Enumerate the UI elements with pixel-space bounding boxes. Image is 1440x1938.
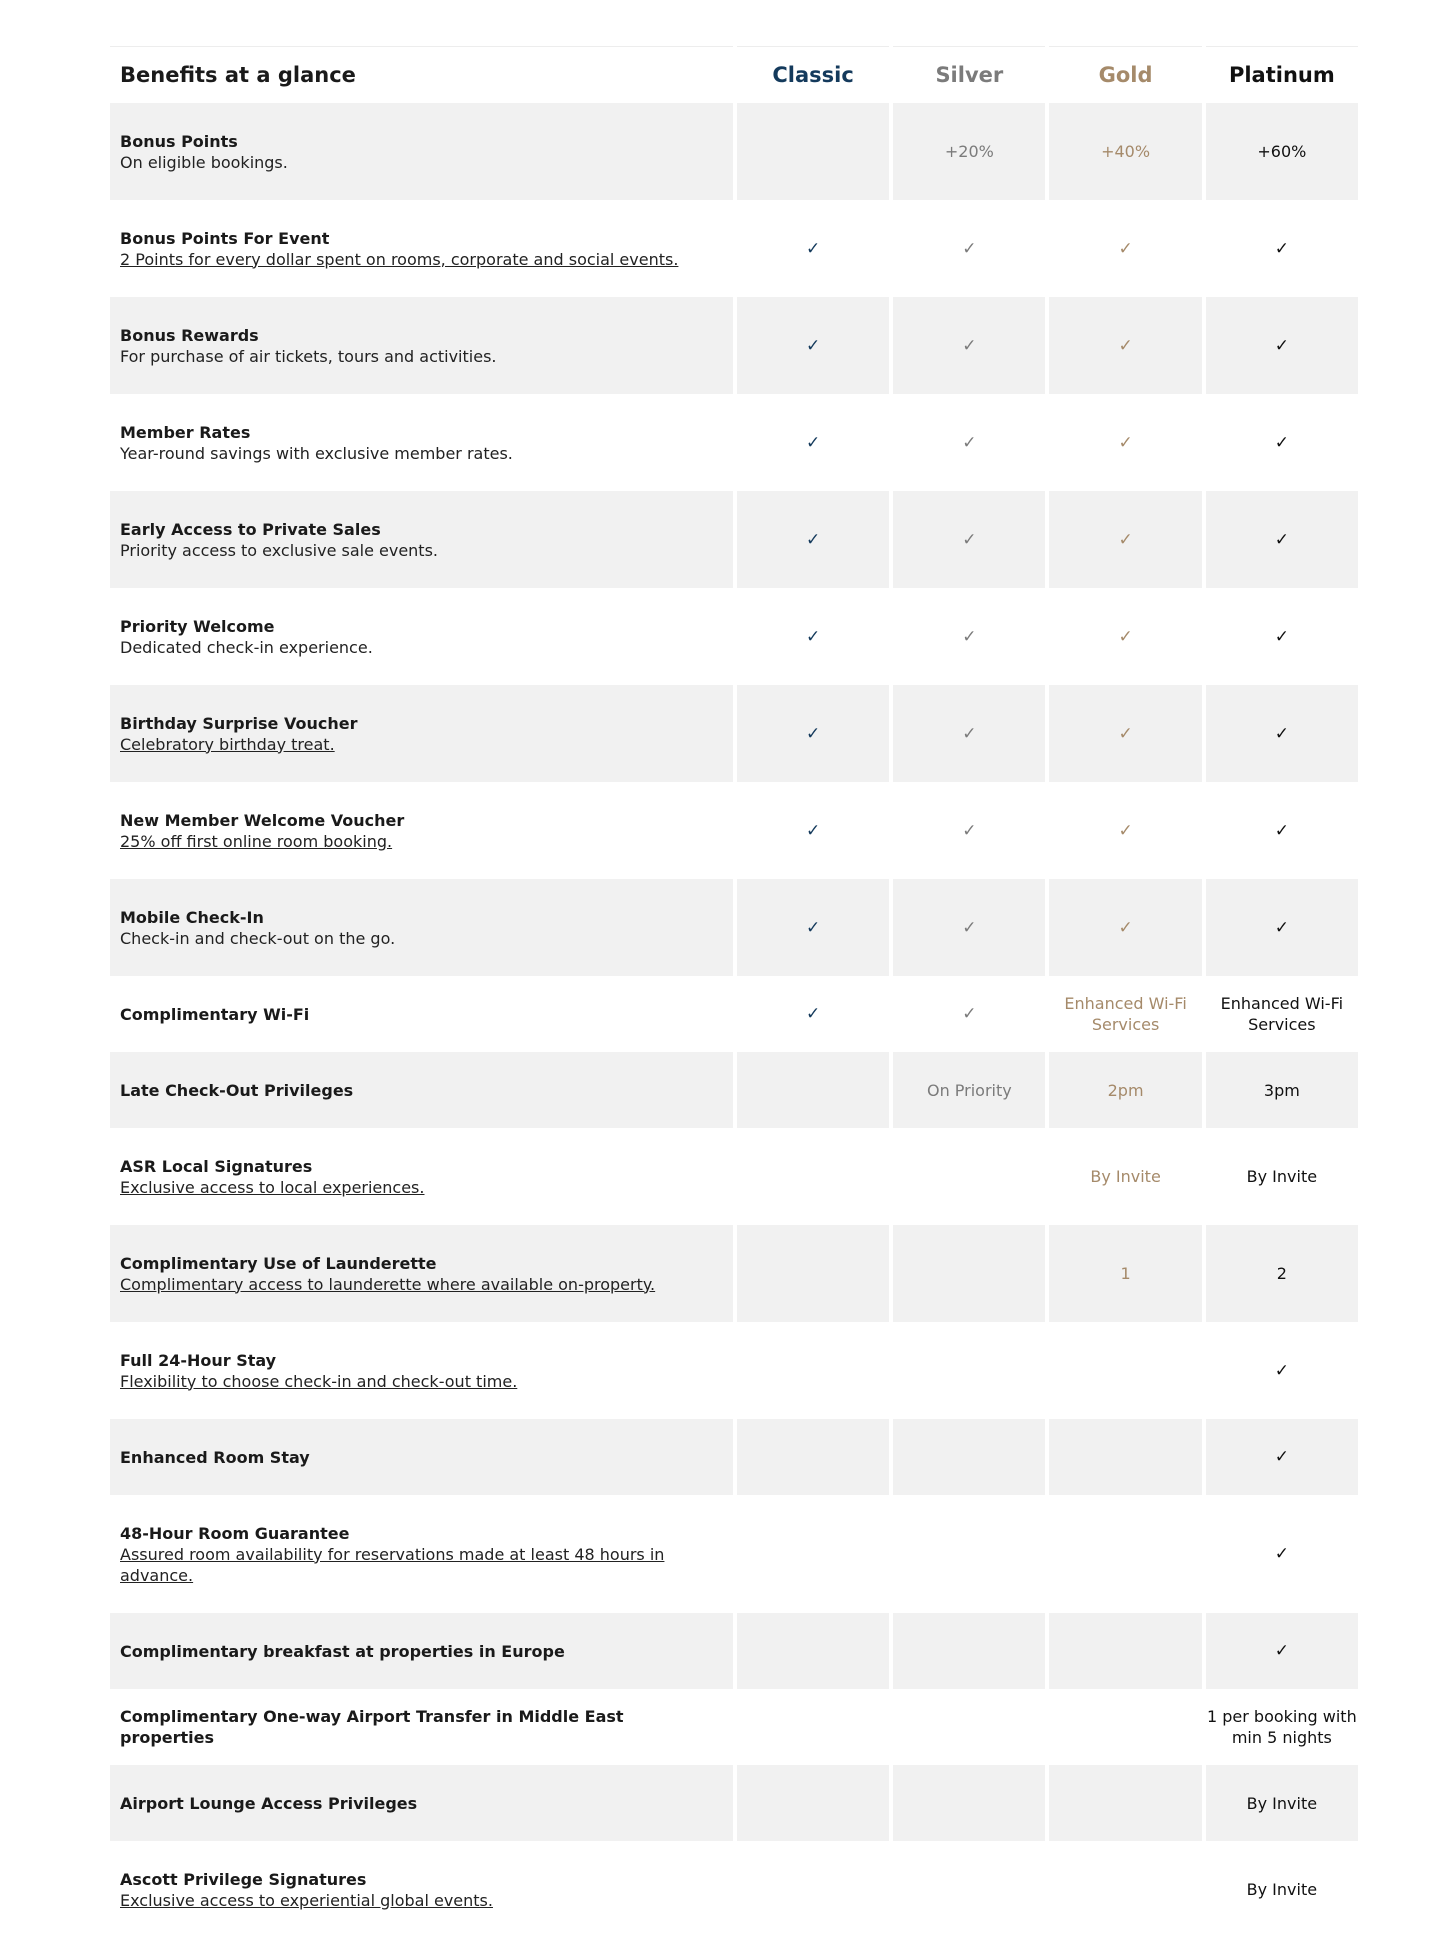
check-icon: ✓ — [1118, 238, 1133, 259]
benefit-description-link[interactable]: Exclusive access to local experiences. — [120, 1177, 425, 1197]
tier-cell-gold — [1049, 1495, 1201, 1613]
benefit-description: On eligible bookings. — [120, 152, 288, 172]
tier-cell-classic — [737, 491, 889, 588]
check-icon: ✓ — [1274, 432, 1289, 453]
tier-cell-platinum — [1206, 1225, 1358, 1322]
tier-cell-platinum — [1206, 588, 1358, 685]
check-icon: ✓ — [962, 335, 977, 356]
tier-cell-classic — [737, 297, 889, 394]
tier-cell-platinum — [1206, 491, 1358, 588]
table-row — [110, 1841, 1358, 1938]
check-icon: ✓ — [1274, 335, 1289, 356]
benefit-title: Full 24-Hour Stay — [120, 1350, 277, 1370]
table-header — [110, 46, 1358, 103]
benefit-description-link[interactable]: Flexibility to choose check-in and check-out time. — [120, 1371, 518, 1391]
check-icon: ✓ — [1274, 1360, 1289, 1381]
tier-cell-gold — [1049, 1225, 1201, 1322]
tier-cell-silver — [893, 1613, 1045, 1689]
table-row — [110, 1128, 1358, 1225]
tier-cell-silver — [893, 588, 1045, 685]
benefit-title: Bonus Points For Event — [120, 228, 330, 248]
benefit-cell — [110, 1225, 733, 1322]
tier-cell-silver — [893, 1495, 1045, 1613]
benefit-title: Bonus Rewards — [120, 325, 259, 345]
benefit-cell — [110, 394, 733, 491]
benefit-title: Member Rates — [120, 422, 251, 442]
check-icon: ✓ — [962, 723, 977, 744]
tier-cell-silver — [893, 782, 1045, 879]
check-icon: ✓ — [1118, 626, 1133, 647]
benefit-title: Ascott Privilege Signatures — [120, 1869, 367, 1889]
tier-value: 2 — [1276, 1264, 1287, 1283]
tier-cell-classic — [737, 1841, 889, 1938]
tier-cell-gold — [1049, 685, 1201, 782]
tier-cell-silver — [893, 297, 1045, 394]
benefit-cell — [110, 1419, 733, 1495]
tier-cell-classic — [737, 1765, 889, 1841]
check-icon: ✓ — [805, 626, 821, 647]
benefit-title: 48-Hour Room Guarantee — [120, 1523, 350, 1543]
tier-value: Enhanced Wi-Fi Services — [1220, 994, 1344, 1034]
benefit-cell — [110, 588, 733, 685]
tier-value: By Invite — [1246, 1793, 1318, 1813]
benefit-description: For purchase of air tickets, tours and activities. — [120, 346, 497, 366]
tier-cell-platinum — [1206, 394, 1358, 491]
benefit-description: Priority access to exclusive sale events. — [120, 540, 438, 560]
benefit-title: Complimentary One-way Airport Transfer in Middle East properties — [120, 1707, 624, 1747]
tier-value: +20% — [944, 142, 994, 161]
check-icon: ✓ — [962, 432, 977, 453]
benefit-description: Year-round savings with exclusive member rates. — [120, 443, 513, 463]
check-icon: ✓ — [1274, 1641, 1289, 1661]
table-row — [110, 103, 1358, 200]
table-row — [110, 200, 1358, 297]
benefits-heading: Benefits at a glance — [110, 46, 733, 103]
check-icon: ✓ — [962, 1004, 977, 1024]
check-icon: ✓ — [1118, 335, 1133, 356]
tier-cell-platinum — [1206, 1689, 1358, 1765]
check-icon: ✓ — [1118, 723, 1133, 744]
table-row — [110, 685, 1358, 782]
tier-cell-gold — [1049, 1128, 1201, 1225]
table-row — [110, 1689, 1358, 1765]
tier-header-gold: Gold — [1049, 46, 1201, 103]
tier-cell-gold — [1049, 103, 1201, 200]
benefit-title: New Member Welcome Voucher — [120, 810, 405, 830]
tier-cell-silver — [893, 879, 1045, 976]
benefit-cell — [110, 1495, 733, 1613]
tier-cell-platinum — [1206, 976, 1358, 1052]
table-row — [110, 976, 1358, 1052]
benefit-cell — [110, 976, 733, 1052]
tier-cell-gold — [1049, 394, 1201, 491]
tier-cell-gold — [1049, 200, 1201, 297]
tier-cell-silver — [893, 1322, 1045, 1419]
tier-cell-silver — [893, 200, 1045, 297]
tier-cell-gold — [1049, 1765, 1201, 1841]
tier-cell-classic — [737, 879, 889, 976]
table-row — [110, 782, 1358, 879]
benefit-description-link[interactable]: Complimentary access to launderette where available on-property. — [120, 1274, 656, 1294]
check-icon: ✓ — [1274, 238, 1289, 259]
table-row — [110, 394, 1358, 491]
tier-cell-classic — [737, 1128, 889, 1225]
table-row — [110, 1419, 1358, 1495]
tier-cell-platinum — [1206, 1322, 1358, 1419]
tier-cell-silver — [893, 103, 1045, 200]
check-icon: ✓ — [1274, 917, 1289, 938]
tier-value: 2pm — [1107, 1080, 1144, 1100]
table-row — [110, 879, 1358, 976]
tier-cell-classic — [737, 1322, 889, 1419]
table-row — [110, 1052, 1358, 1128]
check-icon: ✓ — [1274, 1447, 1289, 1467]
tier-cell-gold — [1049, 1613, 1201, 1689]
tier-cell-gold — [1049, 1841, 1201, 1938]
check-icon: ✓ — [962, 238, 977, 259]
benefit-title: Late Check-Out Privileges — [120, 1080, 354, 1100]
tier-cell-classic — [737, 685, 889, 782]
benefit-title: Complimentary Use of Launderette — [120, 1253, 437, 1273]
tier-cell-silver — [893, 1765, 1045, 1841]
benefit-cell — [110, 491, 733, 588]
check-icon: ✓ — [1118, 529, 1133, 550]
benefit-description-link[interactable]: Exclusive access to experiential global events. — [120, 1890, 493, 1910]
tier-cell-gold — [1049, 976, 1201, 1052]
check-icon: ✓ — [962, 820, 977, 841]
tier-cell-classic — [737, 588, 889, 685]
benefit-title: Birthday Surprise Voucher — [120, 713, 358, 733]
check-icon: ✓ — [962, 626, 977, 647]
check-icon: ✓ — [1118, 917, 1133, 938]
tier-header-classic: Classic — [737, 46, 889, 103]
tier-cell-platinum — [1206, 200, 1358, 297]
check-icon: ✓ — [1274, 723, 1289, 744]
benefit-cell — [110, 685, 733, 782]
table-row — [110, 1225, 1358, 1322]
benefit-description-link[interactable]: Assured room availability for reservations made at least 48 hours in advance. — [120, 1544, 665, 1585]
tier-cell-silver — [893, 1052, 1045, 1128]
benefit-description-link[interactable]: 2 Points for every dollar spent on rooms, corporate and social events. — [120, 249, 679, 269]
tier-cell-classic — [737, 782, 889, 879]
benefit-title: Complimentary Wi-Fi — [120, 1004, 310, 1024]
benefit-cell — [110, 1841, 733, 1938]
tier-cell-platinum — [1206, 1613, 1358, 1689]
tier-cell-classic — [737, 1419, 889, 1495]
table-row — [110, 297, 1358, 394]
benefit-title: Complimentary breakfast at properties in Europe — [120, 1641, 565, 1661]
tier-cell-silver — [893, 1419, 1045, 1495]
check-icon: ✓ — [1118, 820, 1133, 841]
benefits-table — [106, 46, 1362, 1938]
tier-cell-platinum — [1206, 1765, 1358, 1841]
check-icon: ✓ — [805, 432, 821, 453]
tier-cell-silver — [893, 1225, 1045, 1322]
tier-cell-silver — [893, 976, 1045, 1052]
table-row — [110, 1322, 1358, 1419]
benefit-title: ASR Local Signatures — [120, 1156, 313, 1176]
tier-cell-platinum — [1206, 1128, 1358, 1225]
tier-cell-silver — [893, 1128, 1045, 1225]
check-icon: ✓ — [962, 917, 977, 938]
tier-cell-platinum — [1206, 1841, 1358, 1938]
tier-cell-gold — [1049, 491, 1201, 588]
benefit-title: Airport Lounge Access Privileges — [120, 1793, 418, 1813]
tier-cell-classic — [737, 103, 889, 200]
check-icon: ✓ — [805, 723, 821, 744]
benefit-cell — [110, 1765, 733, 1841]
tier-cell-gold — [1049, 1419, 1201, 1495]
benefit-title: Priority Welcome — [120, 616, 275, 636]
tier-cell-platinum — [1206, 685, 1358, 782]
tier-value: +40% — [1101, 142, 1151, 161]
benefit-description-link[interactable]: Celebratory birthday treat. — [120, 734, 335, 754]
benefit-title: Enhanced Room Stay — [120, 1447, 310, 1467]
tier-cell-gold — [1049, 297, 1201, 394]
benefits-table-container — [110, 46, 1358, 1938]
tier-cell-silver — [893, 491, 1045, 588]
table-row — [110, 1495, 1358, 1613]
tier-cell-classic — [737, 1689, 889, 1765]
tier-cell-platinum — [1206, 1495, 1358, 1613]
check-icon: ✓ — [1118, 432, 1133, 453]
tier-cell-gold — [1049, 1052, 1201, 1128]
check-icon: ✓ — [1274, 1544, 1289, 1564]
tier-value: By Invite — [1090, 1167, 1161, 1186]
tier-value: 1 — [1120, 1264, 1131, 1283]
tier-cell-classic — [737, 200, 889, 297]
tier-cell-gold — [1049, 1322, 1201, 1419]
tier-cell-platinum — [1206, 297, 1358, 394]
tier-cell-silver — [893, 1841, 1045, 1938]
check-icon: ✓ — [805, 529, 821, 550]
tier-header-platinum: Platinum — [1206, 46, 1358, 103]
tier-cell-silver — [893, 394, 1045, 491]
benefit-description-link[interactable]: 25% off first online room booking. — [120, 831, 393, 851]
table-row — [110, 1765, 1358, 1841]
check-icon: ✓ — [962, 529, 977, 550]
table-body — [110, 103, 1358, 1938]
tier-cell-platinum — [1206, 1419, 1358, 1495]
check-icon: ✓ — [805, 820, 821, 841]
tier-cell-gold — [1049, 879, 1201, 976]
benefit-cell — [110, 1052, 733, 1128]
tier-cell-classic — [737, 976, 889, 1052]
tier-cell-classic — [737, 394, 889, 491]
check-icon: ✓ — [805, 917, 821, 938]
tier-cell-platinum — [1206, 782, 1358, 879]
tier-cell-silver — [893, 685, 1045, 782]
benefit-cell — [110, 200, 733, 297]
benefit-cell — [110, 879, 733, 976]
tier-cell-classic — [737, 1052, 889, 1128]
tier-cell-platinum — [1206, 879, 1358, 976]
benefit-title: Mobile Check-In — [120, 907, 264, 927]
benefit-cell — [110, 1689, 733, 1765]
tier-cell-platinum — [1206, 1052, 1358, 1128]
table-row — [110, 491, 1358, 588]
tier-value: By Invite — [1246, 1167, 1318, 1186]
tier-cell-platinum — [1206, 103, 1358, 200]
tier-value: On Priority — [926, 1080, 1012, 1100]
check-icon: ✓ — [805, 335, 821, 356]
tier-cell-gold — [1049, 588, 1201, 685]
benefit-cell — [110, 782, 733, 879]
tier-value: Enhanced Wi-Fi Services — [1064, 994, 1187, 1034]
check-icon: ✓ — [1274, 626, 1289, 647]
benefit-cell — [110, 1613, 733, 1689]
tier-value: 3pm — [1263, 1080, 1300, 1100]
check-icon: ✓ — [805, 238, 821, 259]
benefit-title: Bonus Points — [120, 131, 238, 151]
tier-cell-classic — [737, 1225, 889, 1322]
tier-header-silver: Silver — [893, 46, 1045, 103]
tier-cell-gold — [1049, 782, 1201, 879]
benefit-cell — [110, 103, 733, 200]
tier-value: 1 per booking with min 5 nights — [1207, 1707, 1357, 1747]
table-row — [110, 1613, 1358, 1689]
tier-cell-gold — [1049, 1689, 1201, 1765]
benefit-description: Dedicated check-in experience. — [120, 637, 373, 657]
benefit-title: Early Access to Private Sales — [120, 519, 381, 539]
tier-value: +60% — [1257, 142, 1307, 161]
tier-cell-classic — [737, 1613, 889, 1689]
check-icon: ✓ — [805, 1004, 821, 1024]
tier-value: By Invite — [1246, 1880, 1318, 1899]
check-icon: ✓ — [1274, 820, 1289, 841]
tier-cell-silver — [893, 1689, 1045, 1765]
tier-cell-classic — [737, 1495, 889, 1613]
benefit-cell — [110, 1128, 733, 1225]
check-icon: ✓ — [1274, 529, 1289, 550]
benefit-cell — [110, 1322, 733, 1419]
benefit-cell — [110, 297, 733, 394]
benefit-description: Check-in and check-out on the go. — [120, 928, 396, 948]
table-row — [110, 588, 1358, 685]
